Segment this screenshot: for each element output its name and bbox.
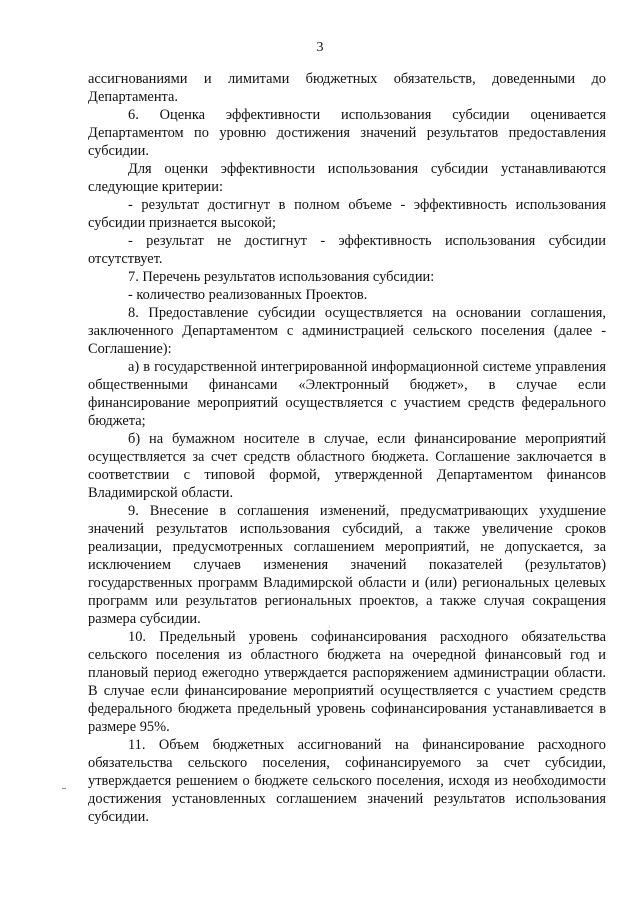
paragraph-7: 7. Перечень результатов использования субсидии:	[128, 269, 435, 285]
page-number: 3	[316, 40, 324, 55]
paragraph-8: 8. Предоставление субсидии осуществляется на основании соглашения, заключенного Департаментом с администрацией сельского поселения (далее - Соглашение):	[88, 305, 606, 357]
paragraph-11: 11. Объем бюджетных ассигнований на финансирование расходного обязательства сельского поселения, софинансируемого за счет субсидии, утверждается решением о бюджете сельского поселения, исходя из необходимости достижения установленных соглашением значений результатов использования субсидии.	[88, 737, 606, 825]
paragraph-8-b: б) на бумажном носителе в случае, если финансирование мероприятий осуществляется за счет средств областного бюджета. Соглашение заключается в соответствии с типовой формой, утвержденной Департаментом финансов Владимирской области.	[88, 431, 606, 501]
document-body	[88, 70, 606, 826]
paragraph-10: 10. Предельный уровень софинансирования расходного обязательства сельского поселения из областного бюджета на очередной финансовый год и плановый период ежегодно утверждается распоряжением администрации области. В случае если финансирование мероприятий осуществляется с участием средств федерального бюджета предельный уровень софинансирования устанавливается в размере 95%.	[88, 629, 606, 735]
paragraph-criterion-absent: - результат не достигнут - эффективность использования субсидии отсутствует.	[88, 233, 606, 267]
paragraph-criteria-intro: Для оценки эффективности использования субсидии устанавливаются следующие критерии:	[88, 161, 606, 195]
paragraph-9: 9. Внесение в соглашения изменений, предусматривающих ухудшение значений результатов использования субсидий, а также увеличение сроков реализации, предусмотренных соглашением мероприятий, не допускается, за исключением случаев изменения значений показателей (результатов) государственных программ Владимирской области и (или) региональных целевых программ или результатов региональных проектов, а также случая сокращения размера субсидии.	[88, 503, 606, 627]
paragraph-continuation: ассигнованиями и лимитами бюджетных обязательств, доведенными до Департамента.	[88, 71, 606, 105]
paragraph-7-item: - количество реализованных Проектов.	[128, 287, 368, 303]
margin-mark	[62, 788, 66, 789]
paragraph-8-a: а) в государственной интегрированной информационной системе управления общественными финансами «Электронный бюджет», в случае если финансирование мероприятий осуществляется с участием средств федерального бюджета;	[88, 359, 606, 429]
paragraph-criterion-high: - результат достигнут в полном объеме - эффективность использования субсидии признается высокой;	[88, 197, 606, 231]
paragraph-6: 6. Оценка эффективности использования субсидии оценивается Департаментом по уровню достижения значений результатов предоставления субсидии.	[88, 107, 606, 159]
